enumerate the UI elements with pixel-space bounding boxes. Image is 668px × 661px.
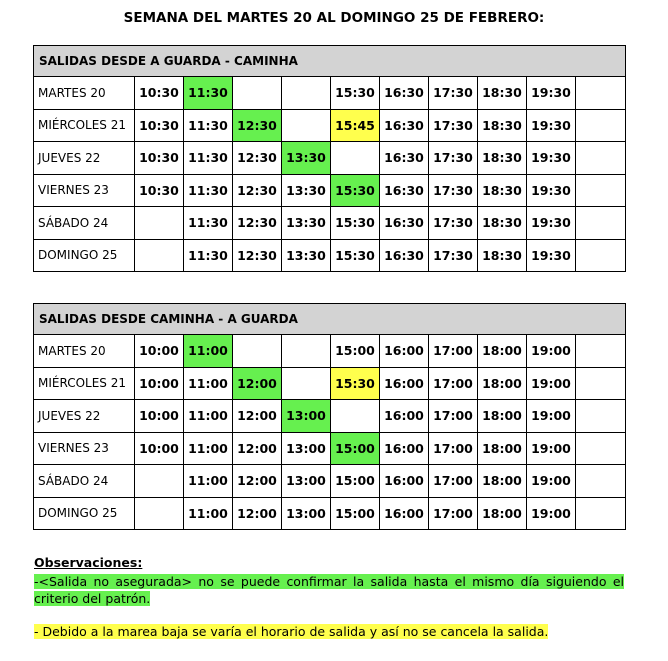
departure-time: 12:30 <box>233 142 282 175</box>
departure-time: 11:00 <box>184 335 233 368</box>
departure-time: 16:30 <box>380 207 429 240</box>
day-label: DOMINGO 25 <box>34 239 135 272</box>
departure-time: 13:30 <box>282 239 331 272</box>
table-row <box>34 239 626 272</box>
day-label: MIÉRCOLES 21 <box>34 109 135 142</box>
departure-time: 16:00 <box>380 497 429 530</box>
day-label: JUEVES 22 <box>34 400 135 433</box>
departure-time: 16:00 <box>380 465 429 498</box>
departure-time: 19:30 <box>527 239 576 272</box>
table-row <box>34 335 626 368</box>
departure-time: 13:00 <box>282 400 331 433</box>
departure-time: 19:30 <box>527 77 576 110</box>
empty-cell <box>576 174 626 207</box>
empty-cell <box>576 109 626 142</box>
departure-time: 10:00 <box>135 432 184 465</box>
day-label: MIÉRCOLES 21 <box>34 367 135 400</box>
empty-cell <box>576 335 626 368</box>
departure-time: 12:00 <box>233 367 282 400</box>
empty-cell <box>331 142 380 175</box>
departure-time: 11:30 <box>184 142 233 175</box>
departure-time: 13:00 <box>282 497 331 530</box>
departure-time: 18:00 <box>478 367 527 400</box>
departure-time: 19:30 <box>527 207 576 240</box>
departure-time: 19:00 <box>527 335 576 368</box>
departure-time: 15:00 <box>331 432 380 465</box>
departure-time: 11:30 <box>184 77 233 110</box>
departure-time: 10:00 <box>135 367 184 400</box>
departure-time: 18:00 <box>478 400 527 433</box>
empty-cell <box>576 497 626 530</box>
departure-time: 18:30 <box>478 174 527 207</box>
departure-time: 18:00 <box>478 335 527 368</box>
departure-time: 17:30 <box>429 109 478 142</box>
departure-time: 10:00 <box>135 335 184 368</box>
table-row <box>34 400 626 433</box>
table-row <box>34 142 626 175</box>
departure-time: 16:30 <box>380 109 429 142</box>
departure-time: 17:30 <box>429 239 478 272</box>
departure-time: 11:30 <box>184 207 233 240</box>
departure-time: 18:30 <box>478 239 527 272</box>
departure-time: 19:00 <box>527 367 576 400</box>
departure-time: 10:00 <box>135 400 184 433</box>
departure-time: 15:30 <box>331 239 380 272</box>
departure-time: 17:00 <box>429 465 478 498</box>
empty-cell <box>135 497 184 530</box>
day-label: MARTES 20 <box>34 77 135 110</box>
departure-time: 13:30 <box>282 174 331 207</box>
empty-cell <box>135 207 184 240</box>
departure-time: 16:30 <box>380 174 429 207</box>
departure-time: 17:30 <box>429 142 478 175</box>
green-note-text: -<Salida no asegurada> no se puede confirmar la salida hasta el mismo día siguiendo el criterio del patrón. <box>34 574 624 606</box>
departure-time: 16:00 <box>380 367 429 400</box>
empty-cell <box>576 207 626 240</box>
departure-time: 11:00 <box>184 400 233 433</box>
departure-time: 11:30 <box>184 239 233 272</box>
departure-time: 18:00 <box>478 465 527 498</box>
departure-time: 11:30 <box>184 109 233 142</box>
table-header: SALIDAS DESDE A GUARDA - CAMINHA <box>34 46 626 77</box>
departure-time: 10:30 <box>135 77 184 110</box>
departure-time: 11:00 <box>184 432 233 465</box>
departure-time: 18:30 <box>478 109 527 142</box>
table-row <box>34 77 626 110</box>
table-row <box>34 207 626 240</box>
departure-time: 11:00 <box>184 497 233 530</box>
departure-time: 12:30 <box>233 174 282 207</box>
table-row <box>34 367 626 400</box>
departure-time: 18:00 <box>478 497 527 530</box>
empty-cell <box>282 367 331 400</box>
departure-time: 17:00 <box>429 497 478 530</box>
departure-time: 15:00 <box>331 497 380 530</box>
departure-time: 17:30 <box>429 207 478 240</box>
departure-time: 12:30 <box>233 207 282 240</box>
departure-time: 19:30 <box>527 142 576 175</box>
departure-time: 17:30 <box>429 77 478 110</box>
departure-time: 17:30 <box>429 174 478 207</box>
day-label: JUEVES 22 <box>34 142 135 175</box>
departure-time: 19:00 <box>527 400 576 433</box>
departure-time: 11:00 <box>184 465 233 498</box>
departure-time: 19:00 <box>527 497 576 530</box>
table-row <box>34 497 626 530</box>
departure-time: 15:30 <box>331 174 380 207</box>
schedule-guarda-caminha <box>33 45 626 272</box>
empty-cell <box>576 400 626 433</box>
departure-time: 16:30 <box>380 142 429 175</box>
departure-time: 16:30 <box>380 239 429 272</box>
departure-time: 13:00 <box>282 465 331 498</box>
empty-cell <box>576 367 626 400</box>
departure-time: 12:00 <box>233 497 282 530</box>
departure-time: 15:30 <box>331 207 380 240</box>
empty-cell <box>576 432 626 465</box>
yellow-note-text: - Debido a la marea baja se varía el horario de salida y así no se cancela la salida. <box>34 624 549 639</box>
departure-time: 18:00 <box>478 432 527 465</box>
table-header: SALIDAS DESDE CAMINHA - A GUARDA <box>34 304 626 335</box>
departure-time: 13:30 <box>282 142 331 175</box>
departure-time: 10:30 <box>135 174 184 207</box>
table-row <box>34 465 626 498</box>
departure-time: 12:30 <box>233 109 282 142</box>
day-label: MARTES 20 <box>34 335 135 368</box>
table-row <box>34 174 626 207</box>
departure-time: 10:30 <box>135 109 184 142</box>
observation-yellow-note <box>34 623 624 640</box>
empty-cell <box>135 465 184 498</box>
departure-time: 18:30 <box>478 77 527 110</box>
departure-time: 10:30 <box>135 142 184 175</box>
empty-cell <box>233 335 282 368</box>
departure-time: 13:00 <box>282 432 331 465</box>
departure-time: 19:00 <box>527 432 576 465</box>
empty-cell <box>576 77 626 110</box>
departure-time: 12:00 <box>233 465 282 498</box>
departure-time: 16:30 <box>380 77 429 110</box>
departure-time: 12:00 <box>233 432 282 465</box>
empty-cell <box>282 77 331 110</box>
empty-cell <box>576 239 626 272</box>
departure-time: 17:00 <box>429 432 478 465</box>
table-row <box>34 432 626 465</box>
day-label: SÁBADO 24 <box>34 207 135 240</box>
departure-time: 12:00 <box>233 400 282 433</box>
empty-cell <box>135 239 184 272</box>
empty-cell <box>576 142 626 175</box>
table-row <box>34 109 626 142</box>
departure-time: 13:30 <box>282 207 331 240</box>
departure-time: 17:00 <box>429 367 478 400</box>
departure-time: 15:30 <box>331 367 380 400</box>
empty-cell <box>233 77 282 110</box>
departure-time: 15:00 <box>331 335 380 368</box>
departure-time: 12:30 <box>233 239 282 272</box>
page-title: SEMANA DEL MARTES 20 AL DOMINGO 25 DE FEBRERO: <box>123 10 545 26</box>
empty-cell <box>576 465 626 498</box>
departure-time: 19:00 <box>527 465 576 498</box>
departure-time: 16:00 <box>380 400 429 433</box>
empty-cell <box>282 109 331 142</box>
departure-time: 17:00 <box>429 400 478 433</box>
departure-time: 19:30 <box>527 109 576 142</box>
day-label: VIERNES 23 <box>34 432 135 465</box>
departure-time: 16:00 <box>380 432 429 465</box>
departure-time: 18:30 <box>478 207 527 240</box>
empty-cell <box>282 335 331 368</box>
departure-time: 16:00 <box>380 335 429 368</box>
observation-green-note <box>34 573 624 607</box>
day-label: VIERNES 23 <box>34 174 135 207</box>
departure-time: 19:30 <box>527 174 576 207</box>
schedule-caminha-guarda <box>33 303 626 530</box>
departure-time: 15:45 <box>331 109 380 142</box>
departure-time: 17:00 <box>429 335 478 368</box>
departure-time: 15:00 <box>331 465 380 498</box>
departure-time: 11:00 <box>184 367 233 400</box>
empty-cell <box>331 400 380 433</box>
departure-time: 18:30 <box>478 142 527 175</box>
departure-time: 11:30 <box>184 174 233 207</box>
departure-time: 15:30 <box>331 77 380 110</box>
day-label: SÁBADO 24 <box>34 465 135 498</box>
day-label: DOMINGO 25 <box>34 497 135 530</box>
observations-title: Observaciones: <box>34 555 143 570</box>
